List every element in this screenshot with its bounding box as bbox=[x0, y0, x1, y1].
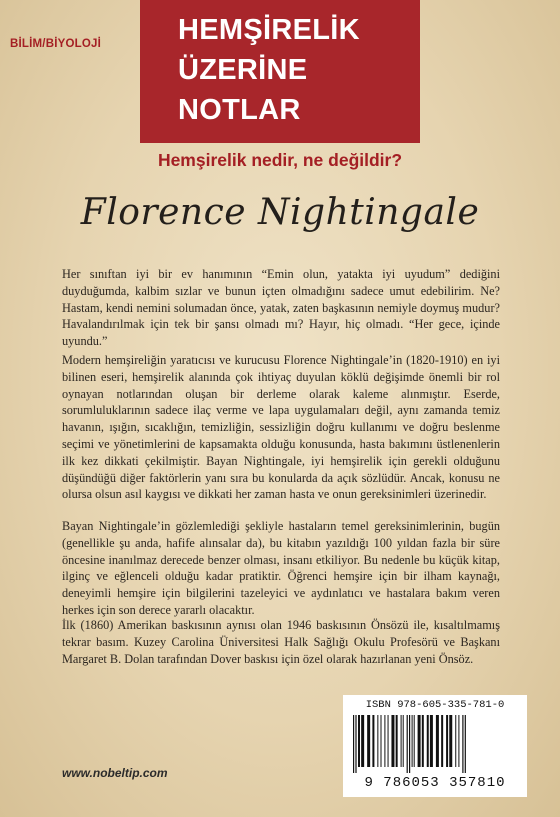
barcode-bar bbox=[436, 715, 439, 767]
barcode-bar bbox=[465, 715, 466, 773]
barcode-bar bbox=[455, 715, 456, 767]
isbn-label: ISBN 978-605-335-781-0 bbox=[365, 699, 505, 711]
barcode-bar bbox=[396, 715, 398, 767]
barcode-bar bbox=[458, 715, 459, 767]
barcode-bar bbox=[422, 715, 424, 767]
paragraph-about: Modern hemşireliğin yaratıcısı ve kurucusu Florence Nightingale’in (1820-1910) en iyi bilinen eseri, hemşirelik alanında çok ihtiyaç duyulan köklü değişimde önemli bir rol oynayan notlarından oluşan bir derleme olarak kaleme alınmıştır. Eserde, sorumluluklarının sadece ilaç verme ve lapa uygulamaları değil, aynı zamanda temiz havanın, ışığın, sıcaklığın, temizliğin, sessizliğin doğru kullanımı ve doğru beslenme seçimi ve yönetimlerini de kapsamakta olduğu konusunda, hasta bakımını üstlenenlerin ilk kez dikkati çekilmiştir. Bayan Nightingale, iyi hemşirelik için gerekli olduğunu düşündüğü diğer faktörlerin yanı sıra bu konularda da açık sözlüdür. Ancak, konusu ne olursa olsun asıl kaygısı ve dikkati her zaman hasta ve onun gereksinimleri üzerinedir. bbox=[62, 353, 500, 502]
category-label: BİLİM/BİYOLOJİ bbox=[10, 38, 101, 50]
subtitle: Hemşirelik nedir, ne değildir? bbox=[157, 150, 403, 170]
barcode-bar bbox=[367, 715, 370, 767]
barcode-bar bbox=[388, 715, 389, 767]
barcode-bar bbox=[407, 715, 408, 773]
barcode-bar bbox=[449, 715, 452, 767]
barcode-bar bbox=[430, 715, 433, 767]
barcode-bar bbox=[414, 715, 415, 767]
barcode-bar bbox=[412, 715, 413, 767]
barcode-bar bbox=[358, 715, 360, 767]
barcode bbox=[343, 695, 527, 797]
barcode-bars bbox=[349, 715, 521, 773]
barcode-bar bbox=[409, 715, 410, 773]
barcode-bar bbox=[355, 715, 356, 773]
paragraph-relevance: Bayan Nightingale’in gözlemlediği şekliyle hastaların temel gereksinimlerinin, bugün (genellikle şu anda, hafife alınsalar da), bu kitabın yazıldığı 100 yıldan fazla bir süre öncesine inanılmaz derecede benzer olması, insanı etkiliyor. Bu nedenle bu küçük kitap, ilginç ve eğlenceli olduğu kadar pratiktir. Öğrenci hemşire için bir ilham kaynağı, deneyimli hemşire için bilgilerini tazeleyici ve aydınlatıcı ve hastalara bakım veren herkes için son derece yararlı olacaktır. bbox=[62, 519, 500, 617]
barcode-bar bbox=[384, 715, 385, 767]
barcode-bar bbox=[377, 715, 378, 767]
barcode-bar bbox=[441, 715, 443, 767]
title-line-2: ÜZERİNE bbox=[178, 54, 308, 86]
barcode-number: 9 786053 357810 bbox=[364, 775, 506, 791]
paragraph-quote: Her sınıftan iyi bir ev hanımının “Emin olun, yatakta iyi uyudum” dediğini duyduğumda, kalbim sızlar ve bunun içten olmadığını sadece umut edebilirim. Ne? Hastam, kendi nemini solumadan önce, yatak, zaten başkasının nemiyle doymuş mudur? Havalandırılmak için tek bir şansı olmadı mı? Hayır, hiç olmadı. “Her gece, içinde uyundu.” bbox=[62, 267, 500, 349]
barcode-bar bbox=[446, 715, 448, 767]
paragraph-edition: İlk (1860) Amerikan baskısının aynısı olan 1946 baskısının Önsözü ile, kısaltılmamış tekrar basım. Kuzey Carolina Üniversitesi Halk Sağlığı Okulu Profesörü ve Başkanı Margaret B. Dolan tarafından Dover baskısı için özel olarak hazırlanan yeni Önsöz. bbox=[62, 618, 500, 666]
barcode-bar bbox=[372, 715, 374, 767]
barcode-bar bbox=[361, 715, 364, 767]
barcode-bar bbox=[401, 715, 402, 767]
barcode-bar bbox=[462, 715, 463, 773]
barcode-bar bbox=[427, 715, 429, 767]
title-box bbox=[140, 0, 420, 143]
website-url: www.nobeltip.com bbox=[62, 766, 168, 780]
barcode-bar bbox=[403, 715, 404, 767]
title-line-3: NOTLAR bbox=[178, 94, 301, 126]
barcode-bar bbox=[353, 715, 354, 773]
barcode-bar bbox=[391, 715, 394, 767]
author-name: Florence Nightingale bbox=[80, 192, 480, 233]
barcode-bar bbox=[381, 715, 382, 767]
title-line-1: HEMŞİRELİK bbox=[178, 14, 360, 46]
barcode-bar bbox=[418, 715, 421, 767]
